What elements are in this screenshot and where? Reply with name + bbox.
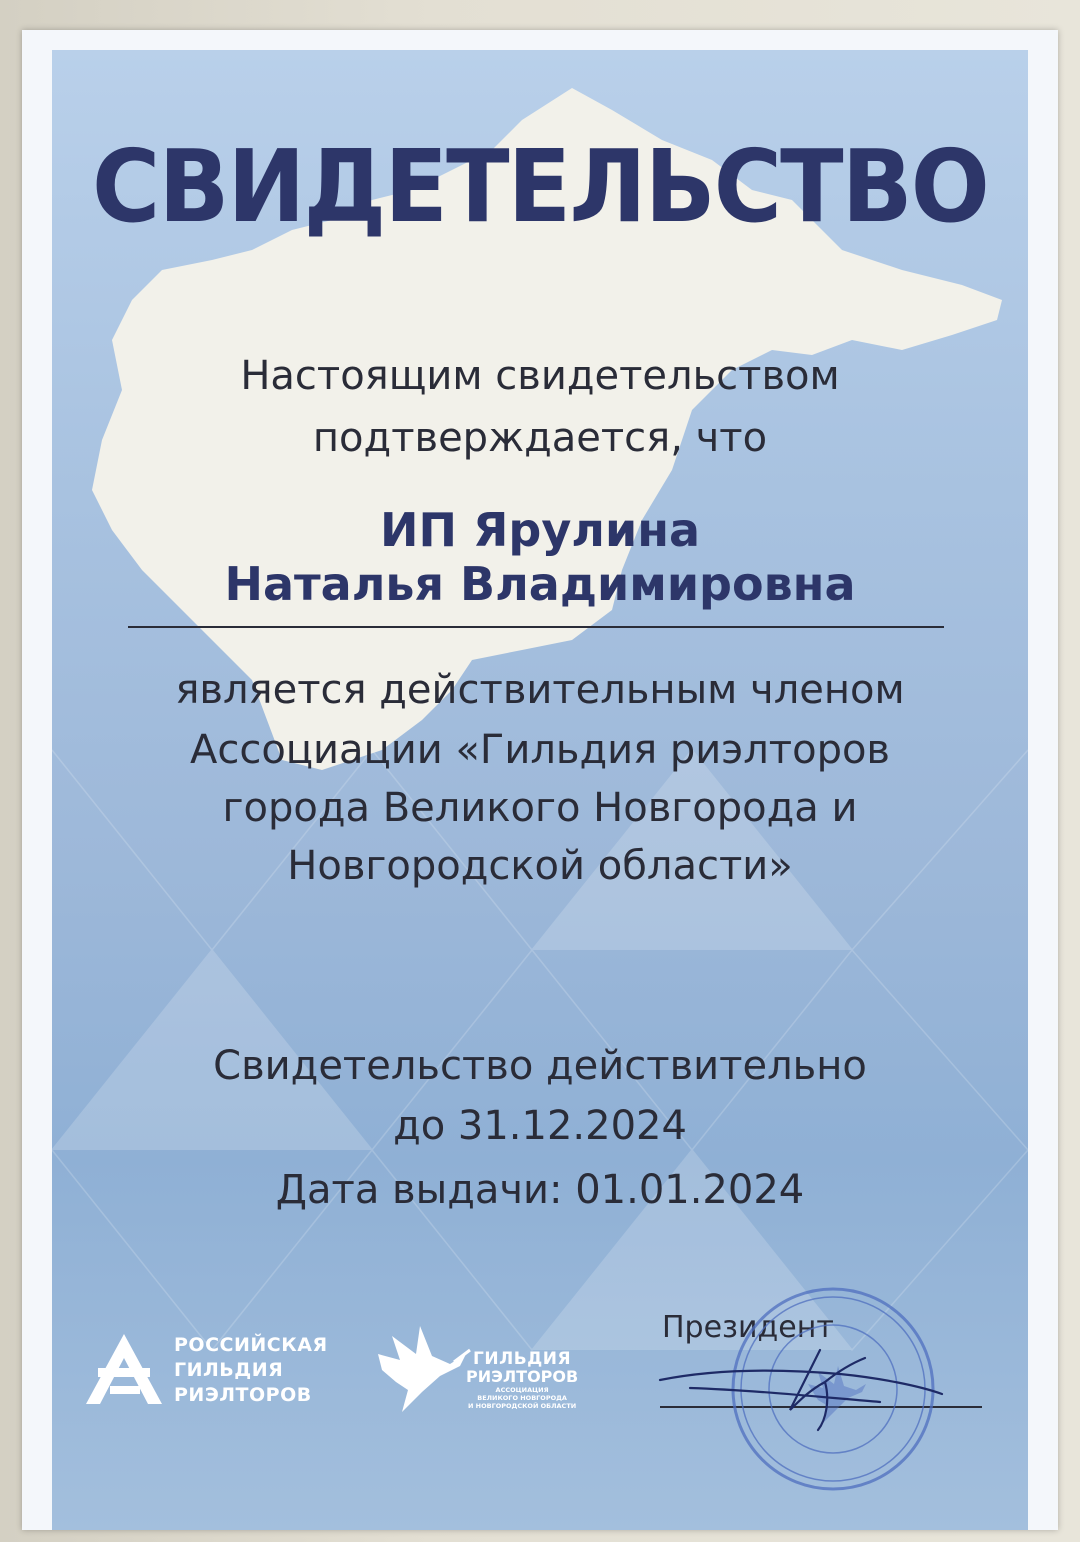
- rgr-logo-text: [174, 1333, 328, 1408]
- name-underline: [128, 626, 944, 628]
- guild-logo-text: [466, 1350, 578, 1410]
- membership-line-4: Новгородской области»: [287, 843, 793, 889]
- issue-date: Дата выдачи: 01.01.2024: [275, 1167, 805, 1213]
- rgr-line-1: РОССИЙСКАЯ: [174, 1334, 328, 1356]
- validity-line-2: до 31.12.2024: [393, 1103, 687, 1149]
- dove-logo-icon: [370, 1320, 480, 1420]
- membership-line-1: является действительным членом: [175, 667, 905, 713]
- president-label: Президент: [662, 1310, 834, 1345]
- holder-name-line-1: ИП Ярулина: [379, 503, 701, 557]
- rgr-line-2: ГИЛЬДИЯ: [174, 1359, 284, 1381]
- rgr-line-3: РИЭЛТОРОВ: [174, 1384, 312, 1406]
- membership-line-2: Ассоциации «Гильдия риэлторов: [189, 727, 891, 773]
- certificate-title: СВИДЕТЕЛЬСТВО: [92, 128, 988, 245]
- guild-line-4: ВЕЛИКОГО НОВГОРОДА: [477, 1394, 567, 1402]
- intro-line-2: подтверждается, что: [312, 415, 768, 461]
- guild-line-3: АССОЦИАЦИЯ: [495, 1386, 549, 1394]
- holder-name-line-2: Наталья Владимировна: [224, 557, 856, 611]
- guild-line-5: И НОВГОРОДСКОЙ ОБЛАСТИ: [467, 1402, 577, 1410]
- guild-line-2: РИЭЛТОРОВ: [466, 1367, 579, 1386]
- intro-line-1: Настоящим свидетельством: [240, 353, 840, 399]
- president-signature: [650, 1330, 950, 1440]
- guild-line-1: ГИЛЬДИЯ: [473, 1349, 572, 1369]
- validity-line-1: Свидетельство действительно: [213, 1043, 867, 1089]
- membership-line-3: города Великого Новгорода и: [222, 785, 858, 831]
